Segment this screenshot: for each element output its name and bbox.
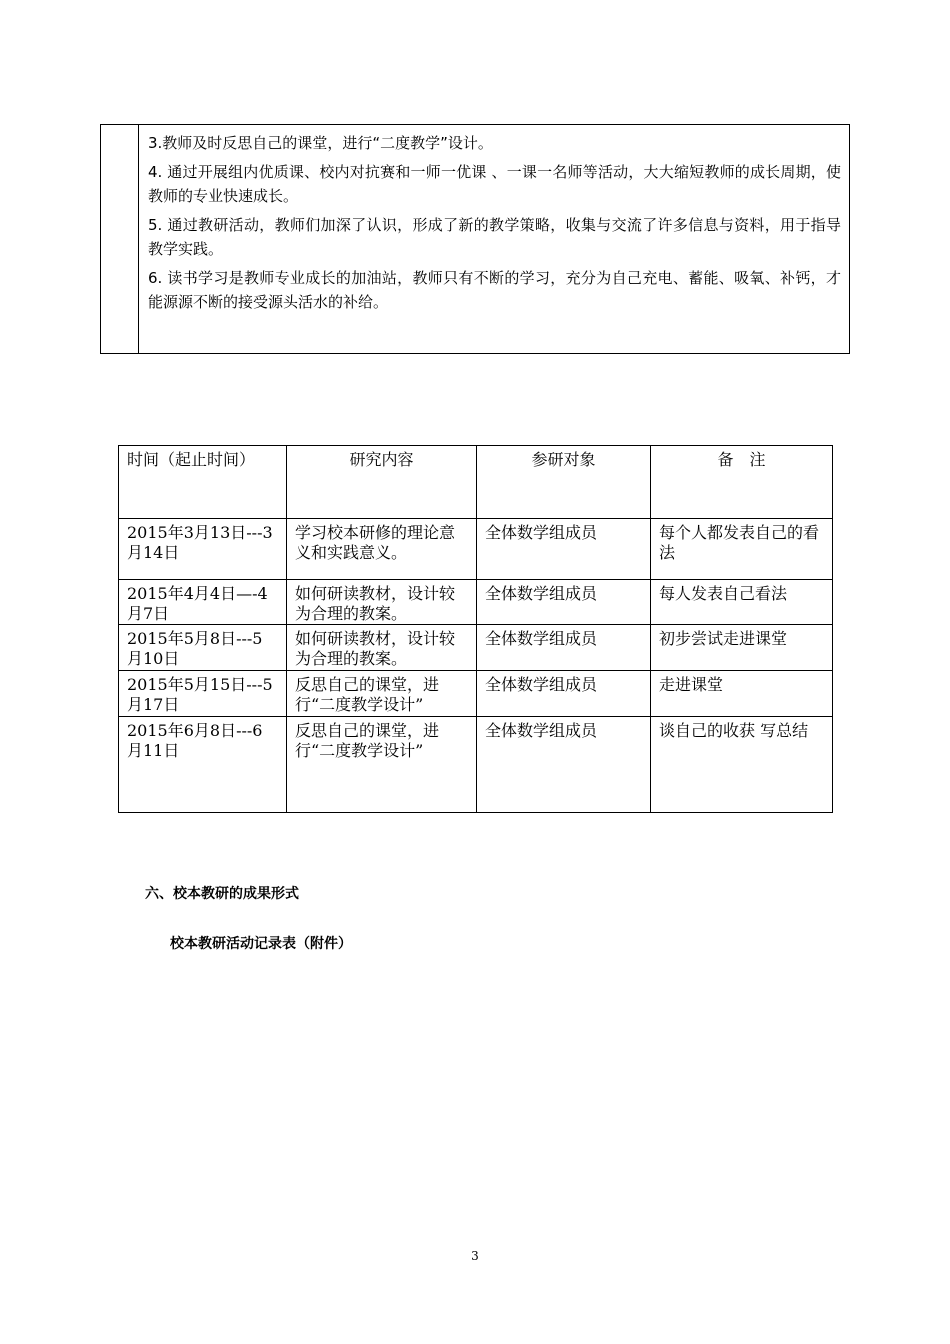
summary-point-4: 4. 通过开展组内优质课、校内对抗赛和一师一优课 、一课一名师等活动，大大缩短教师的成长周期，使教师的专业快速成长。 <box>148 163 841 205</box>
table-row <box>119 519 833 580</box>
cell-remarks: 走进课堂 <box>651 671 833 717</box>
cell-content: 反思自己的课堂，进行“二度教学设计” <box>287 717 477 813</box>
cell-time: 2015年6月8日---6月11日 <box>119 717 287 813</box>
cell-remarks: 每人发表自己看法 <box>651 580 833 625</box>
header-remarks: 备 注 <box>651 446 833 519</box>
header-content: 研究内容 <box>287 446 477 519</box>
table-row <box>119 717 833 813</box>
summary-box-content <box>148 131 841 319</box>
summary-point-6: 6. 读书学习是教师专业成长的加油站，教师只有不断的学习，充分为自己充电、蓄能、吸氧、补钙，才能源源不断的接受源头活水的补给。 <box>148 269 841 311</box>
table-row <box>119 625 833 671</box>
schedule-table <box>118 445 833 813</box>
cell-content: 学习校本研修的理论意义和实践意义。 <box>287 519 477 580</box>
table-row <box>119 671 833 717</box>
cell-participants: 全体数学组成员 <box>477 519 651 580</box>
cell-remarks: 初步尝试走进课堂 <box>651 625 833 671</box>
table-header-row <box>119 446 833 519</box>
cell-participants: 全体数学组成员 <box>477 625 651 671</box>
section-heading: 六、校本教研的成果形式 <box>145 886 299 902</box>
summary-point-5: 5. 通过教研活动，教师们加深了认识，形成了新的教学策略，收集与交流了许多信息与资料，用于指导教学实践。 <box>148 216 841 258</box>
summary-point-3: 3.教师及时反思自己的课堂，进行“二度教学”设计。 <box>148 134 493 152</box>
header-time: 时间（起止时间） <box>119 446 287 519</box>
table-row <box>119 580 833 625</box>
cell-participants: 全体数学组成员 <box>477 671 651 717</box>
section-subheading: 校本教研活动记录表（附件） <box>170 936 352 952</box>
cell-content: 如何研读教材，设计较为合理的教案。 <box>287 625 477 671</box>
cell-participants: 全体数学组成员 <box>477 717 651 813</box>
cell-time: 2015年4月4日—-4月7日 <box>119 580 287 625</box>
cell-remarks: 谈自己的收获 写总结 <box>651 717 833 813</box>
cell-content: 如何研读教材，设计较为合理的教案。 <box>287 580 477 625</box>
cell-time: 2015年5月15日---5月17日 <box>119 671 287 717</box>
cell-participants: 全体数学组成员 <box>477 580 651 625</box>
page-number: 3 <box>471 1249 479 1263</box>
header-participants: 参研对象 <box>477 446 651 519</box>
cell-time: 2015年5月8日---5月10日 <box>119 625 287 671</box>
summary-box-label-column <box>101 125 139 353</box>
cell-time: 2015年3月13日---3月14日 <box>119 519 287 580</box>
cell-content: 反思自己的课堂，进行“二度教学设计” <box>287 671 477 717</box>
summary-box <box>100 124 850 354</box>
cell-remarks: 每个人都发表自己的看法 <box>651 519 833 580</box>
